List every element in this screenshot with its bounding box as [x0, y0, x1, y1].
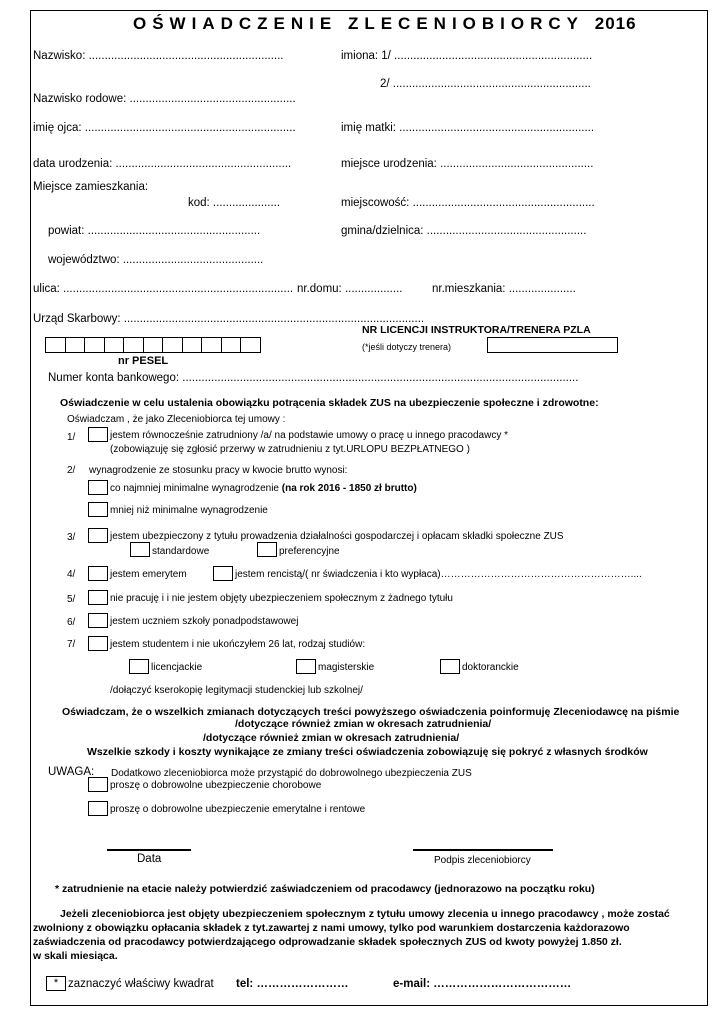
date-label: Data: [137, 853, 162, 865]
changes-line-4: Wszelkie szkody i koszty wynikające ze zmiany treści oświadczenia zobowiązuję się pokryć z własnych środków: [87, 746, 648, 758]
business-checkbox[interactable]: [88, 528, 108, 543]
date-signature-line[interactable]: [107, 849, 191, 851]
employed-note: (zobowiązuję się zgłosić przerwy w zatrudnieniu z tyt.URLOPU BEZPŁATNEGO ): [110, 444, 470, 455]
check-instruction: zaznaczyć właściwy kwadrat: [68, 978, 214, 990]
student-id-note: /dołączyć kserokopię legitymacji studenckiej lub szkolnej/: [110, 685, 363, 696]
mother-name-field[interactable]: imię matki: .............................................................: [341, 122, 595, 134]
license-number-input[interactable]: [487, 337, 618, 353]
city-field[interactable]: miejscowość: .........................................................: [341, 197, 595, 209]
zus-intro: Oświadczam , że jako Zleceniobiorca tej umowy :: [67, 414, 286, 425]
signature-label: Podpis zleceniobiorcy: [434, 855, 531, 866]
note-line-3: zaświadczenia od pracodawcy potwierdzającego odprowadzanie składek społecznych ZUS od kwoty powyżej 1.850 zł.: [33, 936, 622, 948]
item-4-number: 4/: [67, 569, 76, 580]
business-label: jestem ubezpieczony z tytułu prowadzenia działalności gospodarczej i opłacam składki społeczne ZUS: [110, 531, 564, 542]
pesel-digit-box[interactable]: [201, 337, 222, 353]
preferential-checkbox[interactable]: [257, 542, 277, 557]
residence-label: Miejsce zamieszkania:: [33, 181, 149, 193]
license-note: (*jeśli dotyczy trenera): [362, 342, 452, 352]
item-2-number: 2/: [67, 465, 76, 476]
bachelor-checkbox[interactable]: [129, 659, 149, 674]
retiree-checkbox[interactable]: [88, 566, 108, 581]
item-1-number: 1/: [67, 432, 76, 443]
pesel-digit-box[interactable]: [182, 337, 203, 353]
note-line-2: zwolniony z obowiązku opłacania składek z tyt.zawartej z nami umowy, tylko pod warunkiem dostarczenia każdorazowo: [33, 922, 630, 934]
footnote: * zatrudnienie na etacie należy potwierdzić zaświadczeniem od pracodawcy (jednorazowo na początku roku): [55, 883, 595, 895]
attention-label: UWAGA:: [48, 766, 95, 778]
pension-insurance-checkbox[interactable]: [88, 801, 108, 816]
district-field[interactable]: powiat: ......................................................: [48, 225, 261, 237]
pesel-input[interactable]: [45, 337, 260, 353]
standard-label: standardowe: [152, 546, 210, 557]
preferential-label: preferencyjne: [279, 546, 340, 557]
apartment-number-field[interactable]: nr.mieszkania: .....................: [432, 283, 576, 295]
tax-office-field[interactable]: Urząd Skarbowy: ..............................................................................................: [33, 313, 425, 325]
zus-heading: Oświadczenie w celu ustalenia obowiązku potrącenia składek ZUS na ubezpieczenie społeczne i zdrowotne:: [60, 397, 599, 409]
changes-line-3: /dotyczące również zmian w okresach zatrudnienia/: [203, 732, 460, 744]
student-label: jestem studentem i nie ukończyłem 26 lat, rodzaj studiów:: [110, 639, 366, 650]
pupil-checkbox[interactable]: [88, 613, 108, 628]
father-name-field[interactable]: imię ojca: ..................................................................: [33, 122, 296, 134]
bank-account-field[interactable]: Numer konta bankowego: ............................................................................................................................: [48, 372, 579, 384]
item-3-number: 3/: [67, 532, 76, 543]
item-5-number: 5/: [67, 594, 76, 605]
attention-text: Dodatkowo zleceniobiorca może przystąpić do dobrowolnego ubezpieczenia ZUS: [111, 768, 472, 779]
changes-line-2: /dotyczące również zmian w okresach zatrudnienia/: [235, 718, 492, 730]
example-checkbox: *: [46, 976, 66, 991]
pesel-digit-box[interactable]: [143, 337, 164, 353]
pesel-digit-box[interactable]: [123, 337, 144, 353]
birth-place-field[interactable]: miejsce urodzenia: ................................................: [341, 158, 594, 170]
phone-field[interactable]: tel: ……………………: [236, 978, 349, 990]
street-field[interactable]: ulica: ........................................................................: [33, 283, 294, 295]
pesel-label: nr PESEL: [118, 355, 169, 367]
item-7-number: 7/: [67, 639, 76, 650]
min-salary-checkbox[interactable]: [88, 480, 108, 495]
house-number-field[interactable]: nr.domu: ..................: [297, 283, 403, 295]
pesel-digit-box[interactable]: [104, 337, 125, 353]
pension-insurance-label: proszę o dobrowolne ubezpieczenie emerytalne i rentowe: [110, 804, 366, 815]
bachelor-label: licencjackie: [151, 662, 203, 673]
pesel-digit-box[interactable]: [84, 337, 105, 353]
form-title: OŚWIADCZENIE ZLECENIOBIORCY 2016: [133, 14, 637, 33]
pesel-digit-box[interactable]: [45, 337, 66, 353]
doctoral-label: doktoranckie: [462, 662, 519, 673]
pensioner-checkbox[interactable]: [213, 566, 233, 581]
master-label: magisterskie: [318, 662, 375, 673]
license-label: NR LICENCJI INSTRUKTORA/TRENERA PZLA: [362, 324, 591, 336]
sickness-insurance-checkbox[interactable]: [88, 777, 108, 792]
master-checkbox[interactable]: [296, 659, 316, 674]
pesel-digit-box[interactable]: [162, 337, 183, 353]
pesel-digit-box[interactable]: [240, 337, 261, 353]
pupil-label: jestem uczniem szkoły ponadpodstawowej: [110, 616, 299, 627]
standard-checkbox[interactable]: [130, 542, 150, 557]
maiden-name-field[interactable]: Nazwisko rodowe: ....................................................: [33, 93, 296, 105]
changes-line-1: Oświadczam, że o wszelkich zmianach dotyczących treści powyższego oświadczenia poinformuję Zleceniodawcę na piśmie: [62, 706, 680, 718]
student-checkbox[interactable]: [88, 636, 108, 651]
postal-code-field[interactable]: kod: .....................: [188, 197, 281, 209]
first-name-1-field[interactable]: imiona: 1/ ..............................................................: [341, 50, 593, 62]
email-field[interactable]: e-mail: ………………………………: [393, 978, 572, 990]
below-min-salary-checkbox[interactable]: [88, 502, 108, 517]
surname-field[interactable]: Nazwisko: .............................................................: [33, 50, 284, 62]
unemployed-checkbox[interactable]: [88, 590, 108, 605]
commune-field[interactable]: gmina/dzielnica: ..................................................: [341, 225, 587, 237]
client-signature-line[interactable]: [413, 849, 553, 851]
first-name-2-field[interactable]: 2/ ..............................................................: [380, 78, 591, 90]
min-salary-label: co najmniej minimalne wynagrodzenie (na rok 2016 - 1850 zł brutto): [110, 483, 417, 494]
retiree-label: jestem emerytem: [110, 569, 187, 580]
sickness-insurance-label: proszę o dobrowolne ubezpieczenie chorobowe: [110, 780, 322, 791]
below-min-salary-label: mniej niż minimalne wynagrodzenie: [110, 505, 268, 516]
note-line-4: w skali miesiąca.: [33, 950, 118, 962]
employed-checkbox[interactable]: [88, 427, 108, 442]
pesel-digit-box[interactable]: [65, 337, 86, 353]
salary-label: wynagrodzenie ze stosunku pracy w kwocie brutto wynosi:: [89, 465, 348, 476]
note-line-1: Jeżeli zleceniobiorca jest objęty ubezpieczeniem społecznym z tytułu umowy zlecenia u innego pracodawcy , może zostać: [60, 908, 670, 920]
birth-date-field[interactable]: data urodzenia: .......................................................: [33, 158, 292, 170]
pensioner-label: jestem rencistą/( nr świadczenia i kto wypłaca)…………………………………………………....: [235, 569, 642, 580]
voivodeship-field[interactable]: województwo: ............................................: [48, 254, 264, 266]
employed-label: jestem równocześnie zatrudniony /a/ na podstawie umowy o pracę u innego pracodawcy *: [110, 430, 508, 441]
pesel-digit-box[interactable]: [221, 337, 242, 353]
unemployed-label: nie pracuję i i nie jestem objęty ubezpieczeniem społecznym z żadnego tytułu: [110, 593, 453, 604]
doctoral-checkbox[interactable]: [440, 659, 460, 674]
item-6-number: 6/: [67, 617, 76, 628]
